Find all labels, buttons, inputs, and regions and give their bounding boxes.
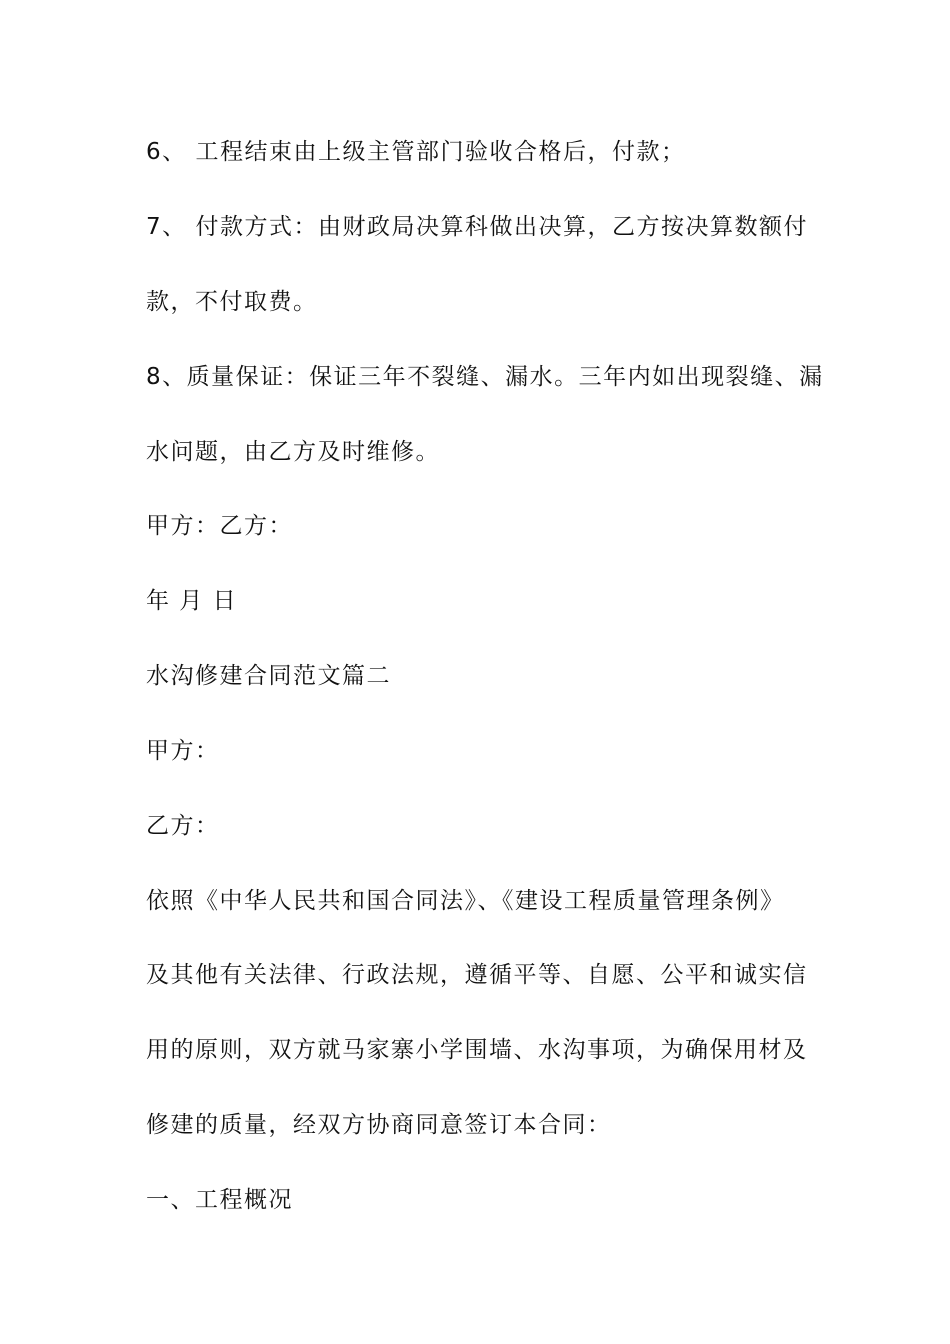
signature-date-line: 年 月 日 bbox=[146, 588, 238, 614]
clause-6-line: 6、 工程结束由上级主管部门验收合格后，付款； bbox=[146, 139, 686, 165]
clause-7-line-1: 7、 付款方式：由财政局决算科做出决算，乙方按决算数额付 bbox=[146, 214, 808, 240]
party-b-line: 乙方： bbox=[146, 813, 220, 839]
section-title: 水沟修建合同范文篇二 bbox=[146, 663, 391, 689]
party-a-line: 甲方： bbox=[146, 738, 220, 764]
clause-7-line-2: 款，不付取费。 bbox=[146, 289, 318, 315]
preamble-line-3: 用的原则，双方就马家寨小学围墙、水沟事项，为确保用材及 bbox=[146, 1037, 808, 1063]
clause-8-line-1: 8、质量保证：保证三年不裂缝、漏水。三年内如出现裂缝、漏 bbox=[146, 364, 824, 390]
signature-parties-line: 甲方：乙方： bbox=[146, 513, 293, 539]
preamble-line-2: 及其他有关法律、行政法规，遵循平等、自愿、公平和诚实信 bbox=[146, 962, 808, 988]
section-heading-1: 一、工程概况 bbox=[146, 1187, 293, 1213]
clause-8-line-2: 水问题，由乙方及时维修。 bbox=[146, 439, 440, 465]
preamble-line-1: 依照《中华人民共和国合同法》、《建设工程质量管理条例》 bbox=[146, 888, 785, 914]
preamble-line-4: 修建的质量，经双方协商同意签订本合同： bbox=[146, 1112, 612, 1138]
